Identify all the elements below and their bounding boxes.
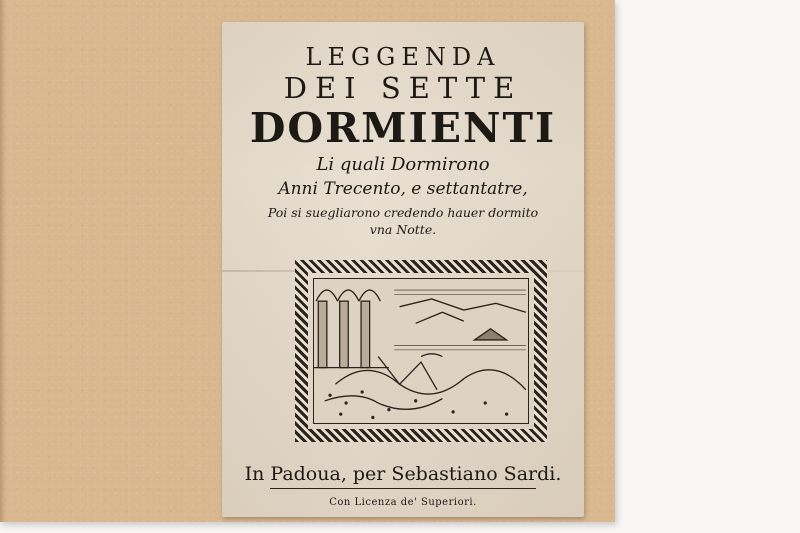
license-line: Con Licenza de' Superiori. bbox=[329, 497, 477, 508]
subtitle-line-4: vna Notte. bbox=[369, 222, 437, 237]
imprint-rule bbox=[270, 488, 536, 489]
woodcut-border bbox=[295, 260, 547, 442]
woodcut-scene-image bbox=[314, 279, 528, 423]
title-page bbox=[222, 22, 584, 517]
title-line-2: DEI SETTE bbox=[283, 71, 523, 105]
title-line-3: DORMIENTI bbox=[249, 104, 557, 152]
woodcut-illustration bbox=[313, 278, 529, 424]
folder-edge bbox=[0, 0, 6, 522]
subtitle-line-1: Li quali Dormirono bbox=[316, 154, 490, 175]
subtitle-line-3: Poi si suegliarono credendo hauer dormito bbox=[267, 205, 539, 220]
subtitle-line-2: Anni Trecento, e settantatre, bbox=[278, 179, 528, 199]
title-line-1: LEGGENDA bbox=[305, 43, 501, 71]
imprint-line: In Padoua, per Sebastiano Sardi. bbox=[244, 463, 562, 485]
